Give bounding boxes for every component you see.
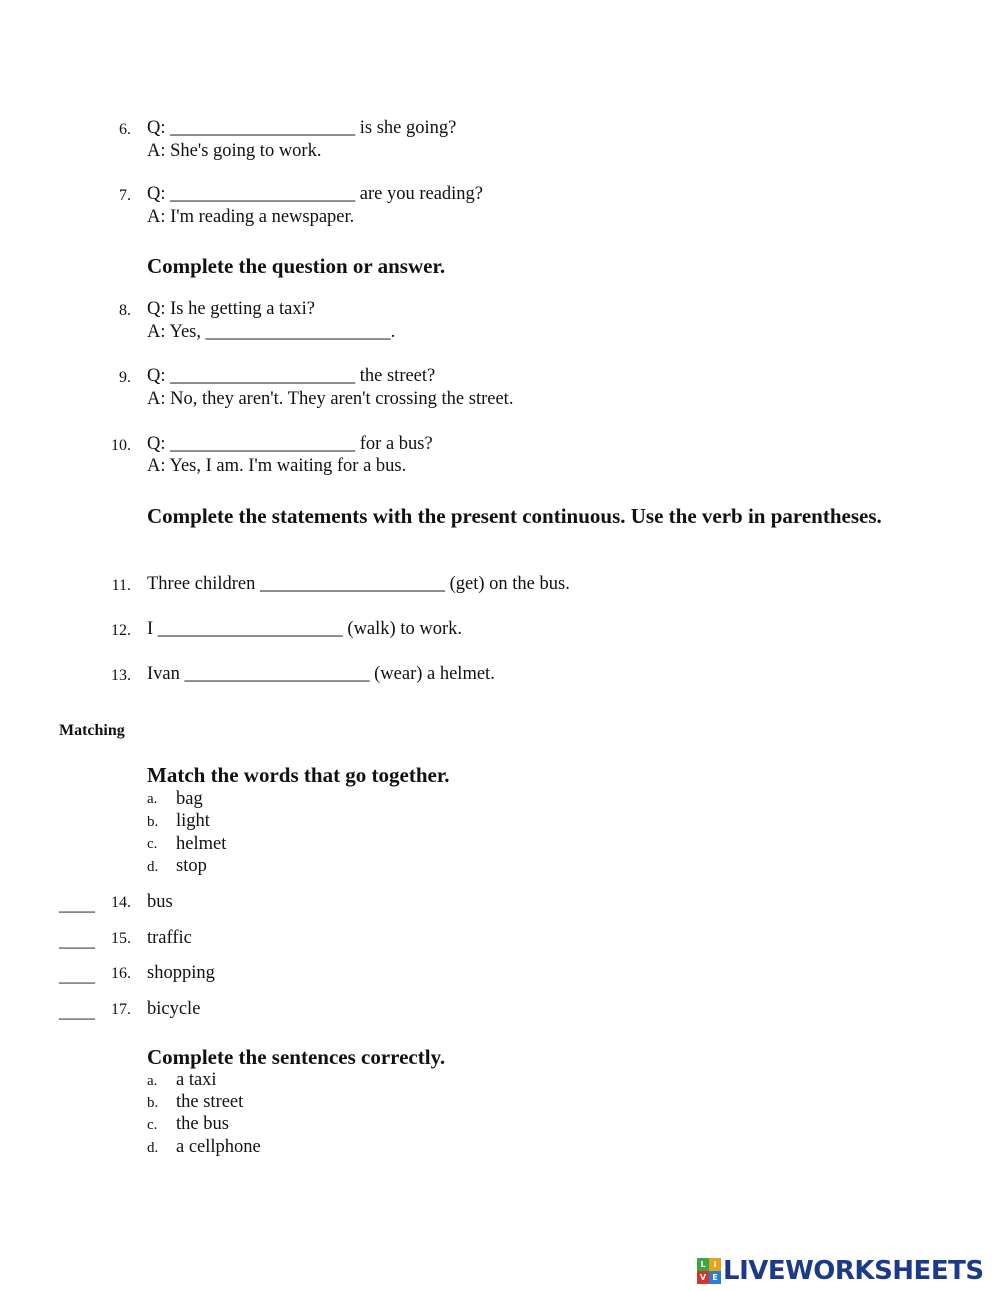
- question-number: 12.: [111, 622, 131, 639]
- option-word: helmet: [176, 834, 227, 854]
- option-letter: d.: [147, 1140, 159, 1156]
- option-letter: a.: [147, 1073, 158, 1089]
- question-number: 10.: [111, 437, 131, 454]
- option-word: a taxi: [176, 1070, 217, 1090]
- option-word: light: [176, 811, 210, 831]
- logo-mark-tile: I: [709, 1258, 721, 1271]
- question-number: 6.: [119, 121, 131, 138]
- question-number: 8.: [119, 302, 131, 319]
- option-letter: a.: [147, 791, 158, 807]
- option-word: the street: [176, 1092, 244, 1112]
- option-word: a cellphone: [176, 1137, 261, 1157]
- question-number: 9.: [119, 369, 131, 386]
- question-number: 7.: [119, 187, 131, 204]
- option-letter: b.: [147, 814, 159, 830]
- match-word: shopping: [147, 963, 215, 983]
- question-number: 17.: [111, 1001, 131, 1018]
- match-word: bus: [147, 892, 173, 912]
- liveworksheets-logo: [697, 1256, 984, 1286]
- option-letter: c.: [147, 1117, 158, 1133]
- section-label-matching: Matching: [59, 722, 125, 739]
- question-number: 11.: [111, 577, 131, 594]
- question-number: 13.: [111, 667, 131, 684]
- logo-mark-tile: E: [709, 1271, 721, 1284]
- question-text: Q: ____________________ are you reading?: [147, 184, 484, 204]
- match-word: bicycle: [147, 999, 201, 1019]
- match-word: traffic: [147, 928, 192, 948]
- option-letter: c.: [147, 836, 158, 852]
- question-text: Q: ____________________ the street?: [147, 366, 436, 386]
- question-number: 14.: [111, 894, 131, 911]
- section-heading: Complete the question or answer.: [147, 254, 446, 278]
- section-heading: Match the words that go together.: [147, 763, 450, 787]
- answer-text: A: Yes, I am. I'm waiting for a bus.: [147, 456, 407, 476]
- question-text: Q: Is he getting a taxi?: [147, 299, 315, 319]
- section-heading: Complete the sentences correctly.: [147, 1045, 446, 1069]
- statement-text: I ____________________ (walk) to work.: [147, 619, 462, 639]
- question-text: Q: ____________________ for a bus?: [147, 434, 433, 454]
- answer-blank[interactable]: ____: [59, 965, 95, 985]
- statement-text: Ivan ____________________ (wear) a helmet.: [147, 664, 495, 684]
- option-word: bag: [176, 789, 203, 809]
- logo-mark-icon: [697, 1258, 721, 1284]
- logo-mark-tile: L: [697, 1258, 709, 1271]
- answer-text: A: I'm reading a newspaper.: [147, 207, 355, 227]
- question-number: 16.: [111, 965, 131, 982]
- answer-blank[interactable]: ____: [59, 1001, 95, 1021]
- answer-blank[interactable]: ____: [59, 930, 95, 950]
- answer-text: A: No, they aren't. They aren't crossing the street.: [147, 389, 514, 409]
- answer-text: A: Yes, ____________________.: [147, 322, 396, 342]
- answer-blank[interactable]: ____: [59, 894, 95, 914]
- logo-text: LIVEWORKSHEETS: [723, 1256, 984, 1286]
- answer-text: A: She's going to work.: [147, 141, 322, 161]
- logo-mark-tile: V: [697, 1271, 709, 1284]
- question-number: 15.: [111, 930, 131, 947]
- section-heading: Complete the statements with the present continuous. Use the verb in parentheses.: [147, 504, 882, 528]
- option-letter: d.: [147, 859, 159, 875]
- option-letter: b.: [147, 1095, 159, 1111]
- question-text: Q: ____________________ is she going?: [147, 118, 457, 138]
- option-word: stop: [176, 856, 207, 876]
- option-word: the bus: [176, 1114, 229, 1134]
- statement-text: Three children ____________________ (get) on the bus.: [147, 574, 570, 594]
